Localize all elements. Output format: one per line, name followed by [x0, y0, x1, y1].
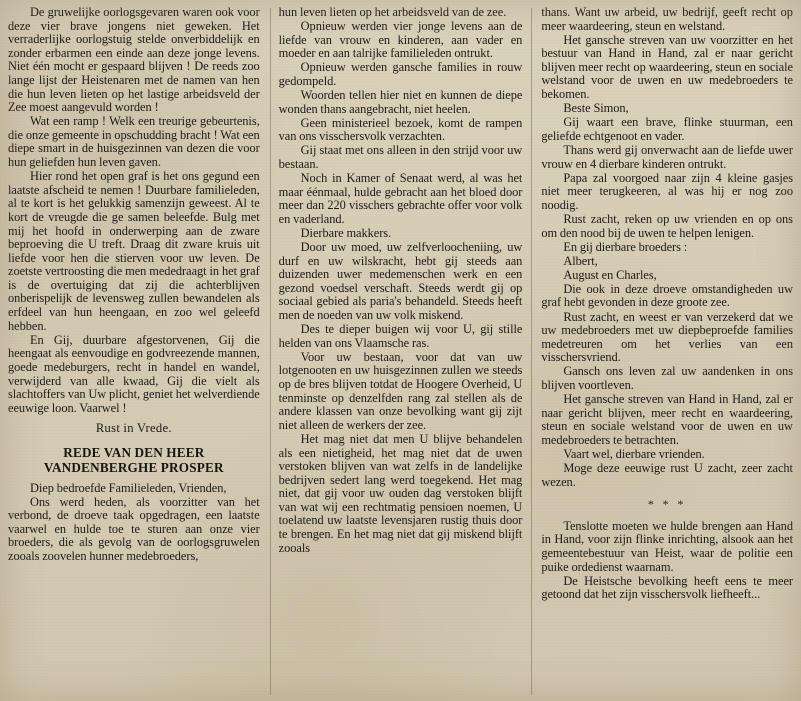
paragraph: Ons werd heden, als voorzitter van het verbond, de droeve taak opgedragen, een laatste vaarwel en hulde toe te sturen aan onze vier broeders, die als gevolg van de oorlogsgruwelen zooals zoovelen hunner medebroeders,	[8, 494, 260, 564]
paragraph: Opnieuw werden vier jonge levens aan de liefde van vrouw en kinderen, aan vader en moeder en aan talrijke familieleden ontrukt.	[278, 19, 523, 61]
paragraph: Dierbare makkers.	[300, 226, 392, 240]
paragraph: Des te dieper buigen wij voor U, gij stille helden van ons Vlaamsche ras.	[278, 322, 523, 350]
closing-line: Rust in Vrede.	[95, 421, 172, 436]
section-divider-stars: * * *	[647, 497, 687, 512]
paragraph: Voor uw bestaan, voor dat van uw lotgenooten en uw huisgezinnen zullen we steeds op de bres blijven totdat de Hoogere Overheid, U tenminste op denzelfden rang zal stellen als de andere klassen van onze bevolking want gij zijt niet alleen de werkers der zee.	[278, 349, 523, 432]
paragraph: Die ook in deze droeve omstandigheden uw graf hebt gevonden in deze groote zee.	[541, 281, 793, 310]
paragraph: Moge deze eeuwige rust U zacht, zeer zacht wezen.	[541, 461, 793, 489]
paragraph-continuation: hun leven lieten op het arbeidsveld van de zee.	[278, 5, 507, 19]
paragraph: Wat een ramp ! Welk een treurige gebeurtenis, die onze gemeente in opschudding bracht ! Wat een diepe smart in de huisgezinnen van dezen die voor hun geliefden hun leven gaven.	[8, 114, 260, 170]
section-heading: REDE VAN DEN HEER VANDENBERGHE PROSPER	[43, 444, 224, 475]
paragraph: Opnieuw werden gansche families in rouw gedompeld.	[278, 60, 523, 88]
paragraph: En gij dierbare broeders :	[563, 239, 688, 254]
text-column-3	[531, 6, 793, 697]
paragraph: Noch in Kamer of Senaat werd, al was het maar éénmaal, hulde gebracht aan het bloed door meer dan 220 visschers gebrachte offer voor volk en vaderland.	[278, 171, 523, 226]
paragraph: Tenslotte moeten we hulde brengen aan Hand in Hand, voor zijn flinke inrichting, alsook aan het gemeentebestuur van Heist, waar de politie een puike ordedienst waarnam.	[541, 518, 793, 574]
paragraph: Rust zacht, en weest er van verzekerd dat we uw medebroeders met uw diepbeproefde families medetreuren om het verlies van een visschersvriend.	[541, 309, 793, 365]
paragraph: Thans werd gij onverwacht aan de liefde uwer vrouw en 4 dierbare kinderen ontrukt.	[541, 142, 793, 171]
text-column-1	[8, 6, 270, 697]
paragraph: Gij staat met ons alleen in den strijd voor uw bestaan.	[278, 143, 523, 172]
column-container	[8, 6, 793, 697]
paragraph: Papa zal voorgoed naar zijn 4 kleine gasjes niet meer terugkeeren, al was hij er nog zoo noodig.	[541, 170, 793, 212]
paragraph: Rust zacht, reken op uw vrienden en op ons om den nood bij de uwen te helpen lenigen.	[541, 211, 793, 240]
paragraph: Het mag niet dat men U blijve behandelen als een nietigheid, het mag niet dat de uwen verstoken blijven van wat zelfs in de landelijke bedrijven sedert lang werd toegekend. Het mag niet, dat gij voor uw ouden dag verstoken blijft van wat wij een rechtmatig pensioen noemen, U toelatend uw laatste levensjaren rustig thuis door te brengen. En het mag niet dat gij miskend blijft zooals	[278, 431, 523, 555]
paragraph: Vaart wel, dierbare vrienden.	[563, 447, 705, 461]
paragraph: Geen ministerieel bezoek, komt de rampen van ons visschersvolk verzachten.	[278, 115, 523, 144]
paragraph: August en Charles,	[563, 267, 657, 282]
paragraph: De Heistsche bevolking heeft eens te meer getoond dat het zijn visschersvolk liefheeft...	[541, 573, 793, 602]
paragraph: Albert,	[563, 253, 598, 268]
paragraph: Door uw moed, uw zelfverloocheniing, uw durf en uw wilskracht, hebt gij steeds aan duizenden uwer medemenschen werk en een gezond voedsel verschaft. Steeds werdt gij op sociaal gebied als paria's behandeld. Steeds heeft men de noeden van uw volk miskend.	[278, 240, 523, 323]
salutation: Diep bedroefde Familieleden, Vrienden,	[30, 480, 227, 495]
paragraph: Het gansche streven van uw voorzitter en het bestuur van Hand in Hand, zal er naar gericht blijven meer recht op waardeering, steun en sociale welstand voor de uwen en uw medebroeders te bekomen.	[541, 32, 793, 102]
paragraph: Gansch ons leven zal uw aandenken in ons blijven voortleven.	[541, 364, 793, 393]
paragraph: Woorden tellen hier niet en kunnen de diepe wonden thans aangebracht, niet heelen.	[278, 88, 523, 116]
paragraph: Beste Simon,	[563, 101, 629, 116]
paragraph: Gij waart een brave, flinke stuurman, een geliefde echtgenoot en vader.	[541, 115, 793, 143]
text-column-2	[270, 6, 532, 697]
paragraph: Het gansche streven van Hand in Hand, zal er naar gericht blijven, meer recht en waardeering, steun en sociale welstand voor de uwen en uw medebroeders te betrachten.	[541, 392, 793, 447]
paragraph: En Gij, duurbare afgestorvenen, Gij die heengaat als eenvoudige en godvreezende mannen, goede medeburgers, recht in handel en wandel, verwijderd van alle kwaad, Gij die vielt als slachtoffers van Uw plicht, geniet het welverdiende eeuwige loon. Vaarwel !	[8, 332, 260, 415]
paragraph: De gruwelijke oorlogsgevaren waren ook voor deze vier brave jongens niet geweken. Het verraderlijke oorlogstuig stelde onverbiddelijk en zonder erbarmen een einde aan deze jonge levens. Niet één mocht er gespaard blijven ! De reeds zoo lange lijst der Heistenaren met de namen van hen die hun leven lieten op het lastige arbeidsveld der Zee moest aangevuld worden !	[8, 5, 260, 115]
paragraph: Hier rond het open graf is het ons gegund een laatste afscheid te nemen ! Duurbare familieleden, al te kort is het gelukkig samenzijn geweest. Al te kort de vreugde die ge samen beleefde. Bulg met mij het hoofd in onderwerping aan de zware beproeving die U treft. Draag dit zware kruis uit liefde voor hen die stierven voor uw leven. De zoetste vertroosting die men mededraagt in het graf is de overtuiging dat zij die achterblijven onberispelijk de levensweg zullen bewandelen als erfdeel van hun heengaan, en zoo wel geleefd hebben.	[8, 169, 260, 333]
paragraph-continuation: thans. Want uw arbeid, uw bedrijf, geeft recht op meer waardeering, steun en welstand.	[541, 5, 793, 33]
